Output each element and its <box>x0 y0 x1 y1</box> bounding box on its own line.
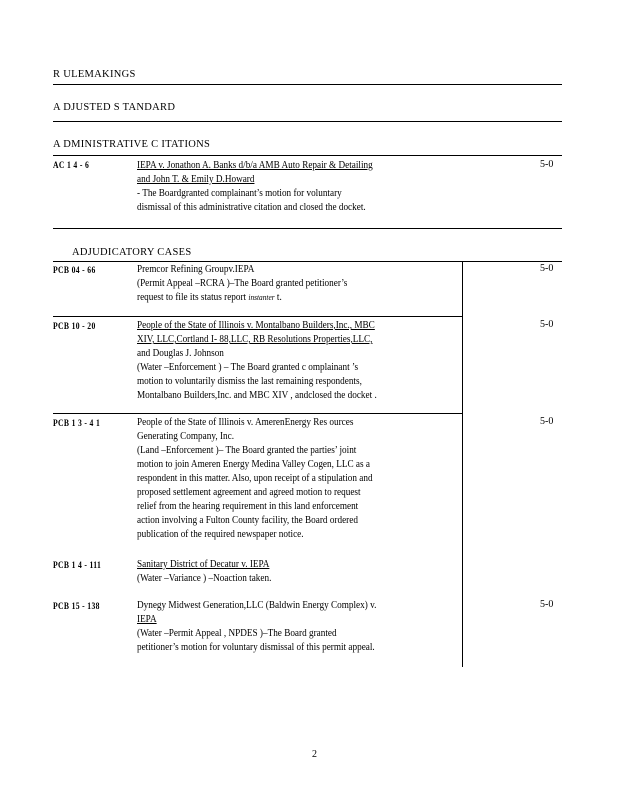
divider <box>53 155 562 156</box>
case-id: PCB 15 - 138 <box>53 601 100 611</box>
case-summary: (Land –Enforcement )– The Board granted the parties’ joint <box>137 445 357 456</box>
case-summary: Montalbano Builders,Inc. and MBC XIV , andclosed the docket . <box>137 390 377 401</box>
divider <box>53 413 462 414</box>
case-title: and John T. & Emily D.Howard <box>137 174 255 185</box>
page-number: 2 <box>312 749 317 760</box>
case-summary: relief from the hearing requirement in this land enforcement <box>137 501 359 512</box>
divider <box>53 228 562 229</box>
case-title: IEPA v. Jonathon A. Banks d/b/a AMB Auto Repair & Detailing <box>137 160 373 171</box>
divider <box>53 121 562 122</box>
divider <box>53 261 562 262</box>
case-summary-italic: instanter <box>248 293 275 302</box>
vote-count: 5-0 <box>540 599 554 610</box>
case-id: PCB 1 3 - 4 1 <box>53 418 101 428</box>
vote-count: 5-0 <box>540 416 554 427</box>
case-summary-text: request to file its status report <box>137 292 247 303</box>
case-id: PCB 1 4 - 111 <box>53 560 102 570</box>
case-summary: (Water –Variance ) –Noaction taken. <box>137 573 272 584</box>
vote-count: 5-0 <box>540 159 554 170</box>
vote-column-divider <box>462 261 463 667</box>
case-summary: respondent in this matter. Also, upon receipt of a stipulation and <box>137 473 373 484</box>
case-title: XIV, LLC,Cortland I- 88,LLC, RB Resolutions Properties,LLC, <box>137 334 373 345</box>
case-title: Dynegy Midwest Generation,LLC (Baldwin Energy Complex) v. <box>137 600 377 611</box>
heading-adjusted-standard: A DJUSTED S TANDARD <box>53 102 176 113</box>
case-summary: publication of the required newspaper notice. <box>137 529 304 540</box>
case-summary: action involving a Fulton County facility, the Board ordered <box>137 515 358 526</box>
case-summary: (Permit Appeal –RCRA )–The Board granted petitioner’s <box>137 278 348 289</box>
heading-administrative-citations: A DMINISTRATIVE C ITATIONS <box>53 139 211 150</box>
vote-count: 5-0 <box>540 263 554 274</box>
divider <box>53 316 462 317</box>
case-id: PCB 10 - 20 <box>53 321 96 331</box>
divider <box>53 84 562 85</box>
case-summary: motion to join Ameren Energy Medina Valley Cogen, LLC as a <box>137 459 370 470</box>
case-id: PCB 04 - 66 <box>53 265 96 275</box>
case-title: People of the State of Illinois v. AmerenEnergy Res ources <box>137 417 354 428</box>
case-summary: and Douglas J. Johnson <box>137 348 224 359</box>
case-summary <box>137 291 282 305</box>
case-summary: (Water –Permit Appeal , NPDES )–The Board granted <box>137 628 337 639</box>
case-id: AC 1 4 - 6 <box>53 160 90 170</box>
vote-count: 5-0 <box>540 319 554 330</box>
case-summary: motion to voluntarily dismiss the last remaining respondents, <box>137 376 362 387</box>
case-summary: dismissal of this administrative citation and closed the docket. <box>137 202 366 213</box>
case-title: Sanitary District of Decatur v. IEPA <box>137 559 270 570</box>
case-summary: petitioner’s motion for voluntary dismissal of this permit appeal. <box>137 642 375 653</box>
case-title: Generating Company, Inc. <box>137 431 235 442</box>
case-summary: - The Boardgranted complainant’s motion for voluntary <box>137 188 342 199</box>
case-summary: proposed settlement agreement and agreed motion to request <box>137 487 361 498</box>
case-title: Premcor Refining Groupv.IEPA <box>137 264 255 275</box>
case-title: People of the State of Illinois v. Montalbano Builders,Inc., MBC <box>137 320 375 331</box>
case-summary: (Water –Enforcement ) – The Board granted c omplainant ’s <box>137 362 359 373</box>
heading-rulemakings: R ULEMAKINGS <box>53 69 136 80</box>
case-summary-text: t. <box>276 292 282 303</box>
case-title: IEPA <box>137 614 157 625</box>
heading-adjudicatory-cases: ADJUDICATORY CASES <box>72 247 192 258</box>
